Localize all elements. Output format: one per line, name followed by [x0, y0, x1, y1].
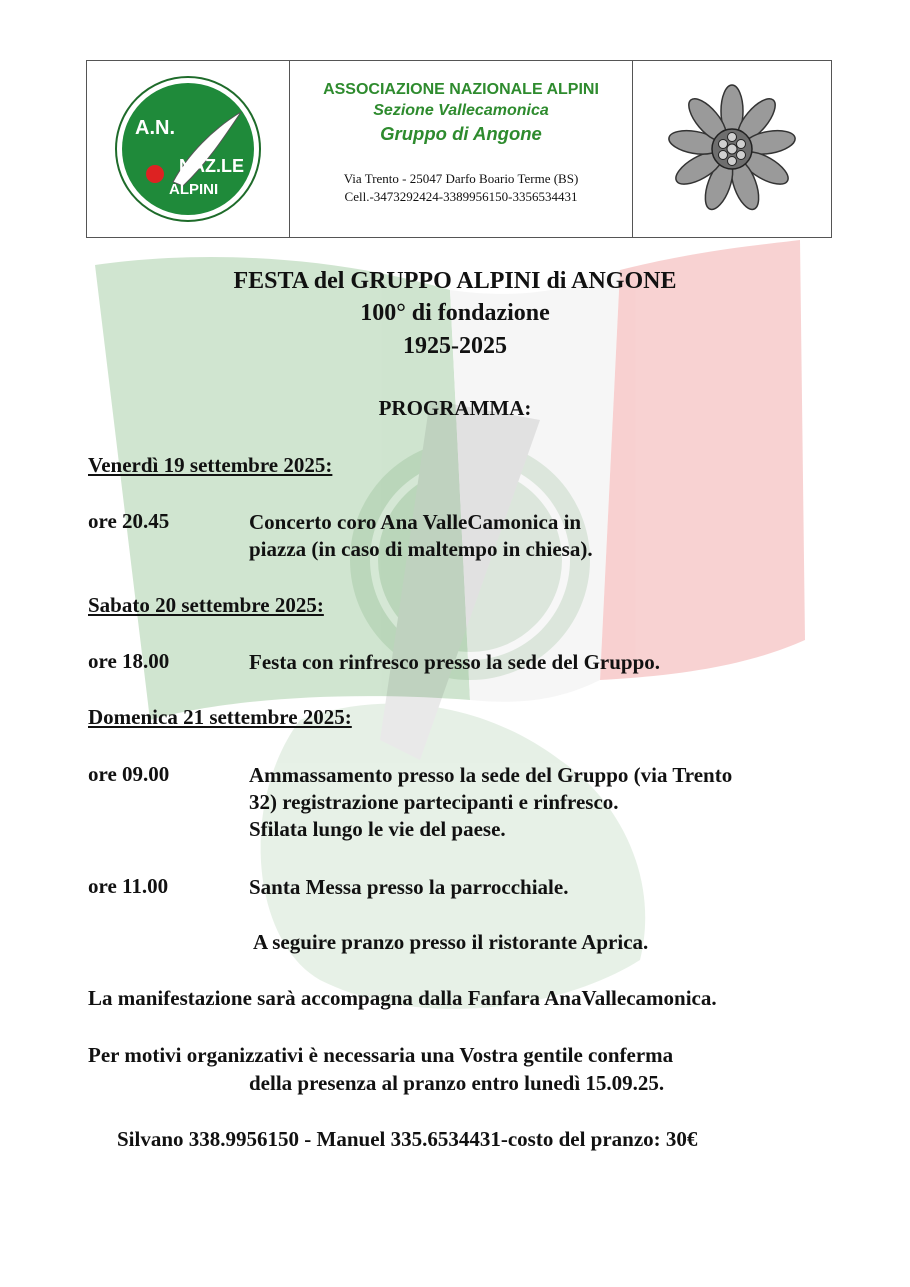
association-name: ASSOCIAZIONE NAZIONALE ALPINI [323, 81, 599, 98]
section-name: Sezione Vallecamonica [373, 102, 549, 119]
event-line: Concerto coro Ana ValleCamonica in [249, 510, 582, 534]
day-sunday-label: Domenica 21 settembre 2025: [88, 705, 352, 729]
event-time: ore 20.45 [88, 509, 170, 533]
event-line: Santa Messa presso la parrocchiale. [249, 875, 569, 899]
event-line: 32) registrazione partecipanti e rinfresco. [249, 790, 619, 814]
fanfara-note: La manifestazione sarà accompagna dalla Fanfara AnaVallecamonica. [88, 986, 717, 1010]
event-description [249, 762, 839, 843]
event-subtitle: 100° di fondazione [360, 300, 550, 326]
event-description [249, 509, 839, 563]
association-info-cell [290, 61, 633, 237]
event-description [249, 649, 839, 676]
confirm-note-line1: Per motivi organizzativi è necessaria una Vostra gentile conferma [88, 1043, 674, 1067]
phone-numbers: Cell.-3473292424-3389956150-3356534431 [344, 189, 578, 204]
group-name: Gruppo di Angone [380, 123, 542, 144]
logo-text-bottom: ALPINI [169, 181, 219, 198]
programma-heading: PROGRAMMA: [378, 396, 532, 420]
event-description [249, 874, 839, 901]
event-time: ore 18.00 [88, 649, 170, 673]
event-title: FESTA del GRUPPO ALPINI di ANGONE [233, 268, 677, 294]
logo-cell [87, 61, 290, 237]
event-line: Festa con rinfresco presso la sede del Gruppo. [249, 650, 661, 674]
day-saturday-label: Sabato 20 settembre 2025: [88, 593, 324, 617]
ana-logo-icon [113, 74, 263, 224]
day-friday-label: Venerdì 19 settembre 2025: [88, 453, 333, 477]
event-line: Ammassamento presso la sede del Gruppo (via Trento [249, 763, 733, 787]
event-years: 1925-2025 [403, 333, 507, 359]
edelweiss-cell [633, 61, 831, 237]
logo-text-top: A.N. [135, 117, 175, 139]
logo-text-middle: NAZ.LE [179, 156, 244, 176]
event-line: piazza (in caso di maltempo in chiesa). [249, 537, 593, 561]
address: Via Trento - 25047 Darfo Boario Terme (BS) [343, 171, 579, 186]
event-time: ore 09.00 [88, 762, 170, 786]
contacts-line: Silvano 338.9956150 - Manuel 335.6534431-costo del pranzo: 30€ [117, 1127, 698, 1151]
event-line: Sfilata lungo le vie del paese. [249, 817, 506, 841]
edelweiss-icon [657, 84, 807, 214]
lunch-note: A seguire pranzo presso il ristorante Aprica. [253, 930, 649, 954]
header-box [86, 60, 832, 238]
confirm-note-line2: della presenza al pranzo entro lunedì 15.09.25. [249, 1071, 665, 1095]
event-time: ore 11.00 [88, 874, 169, 898]
